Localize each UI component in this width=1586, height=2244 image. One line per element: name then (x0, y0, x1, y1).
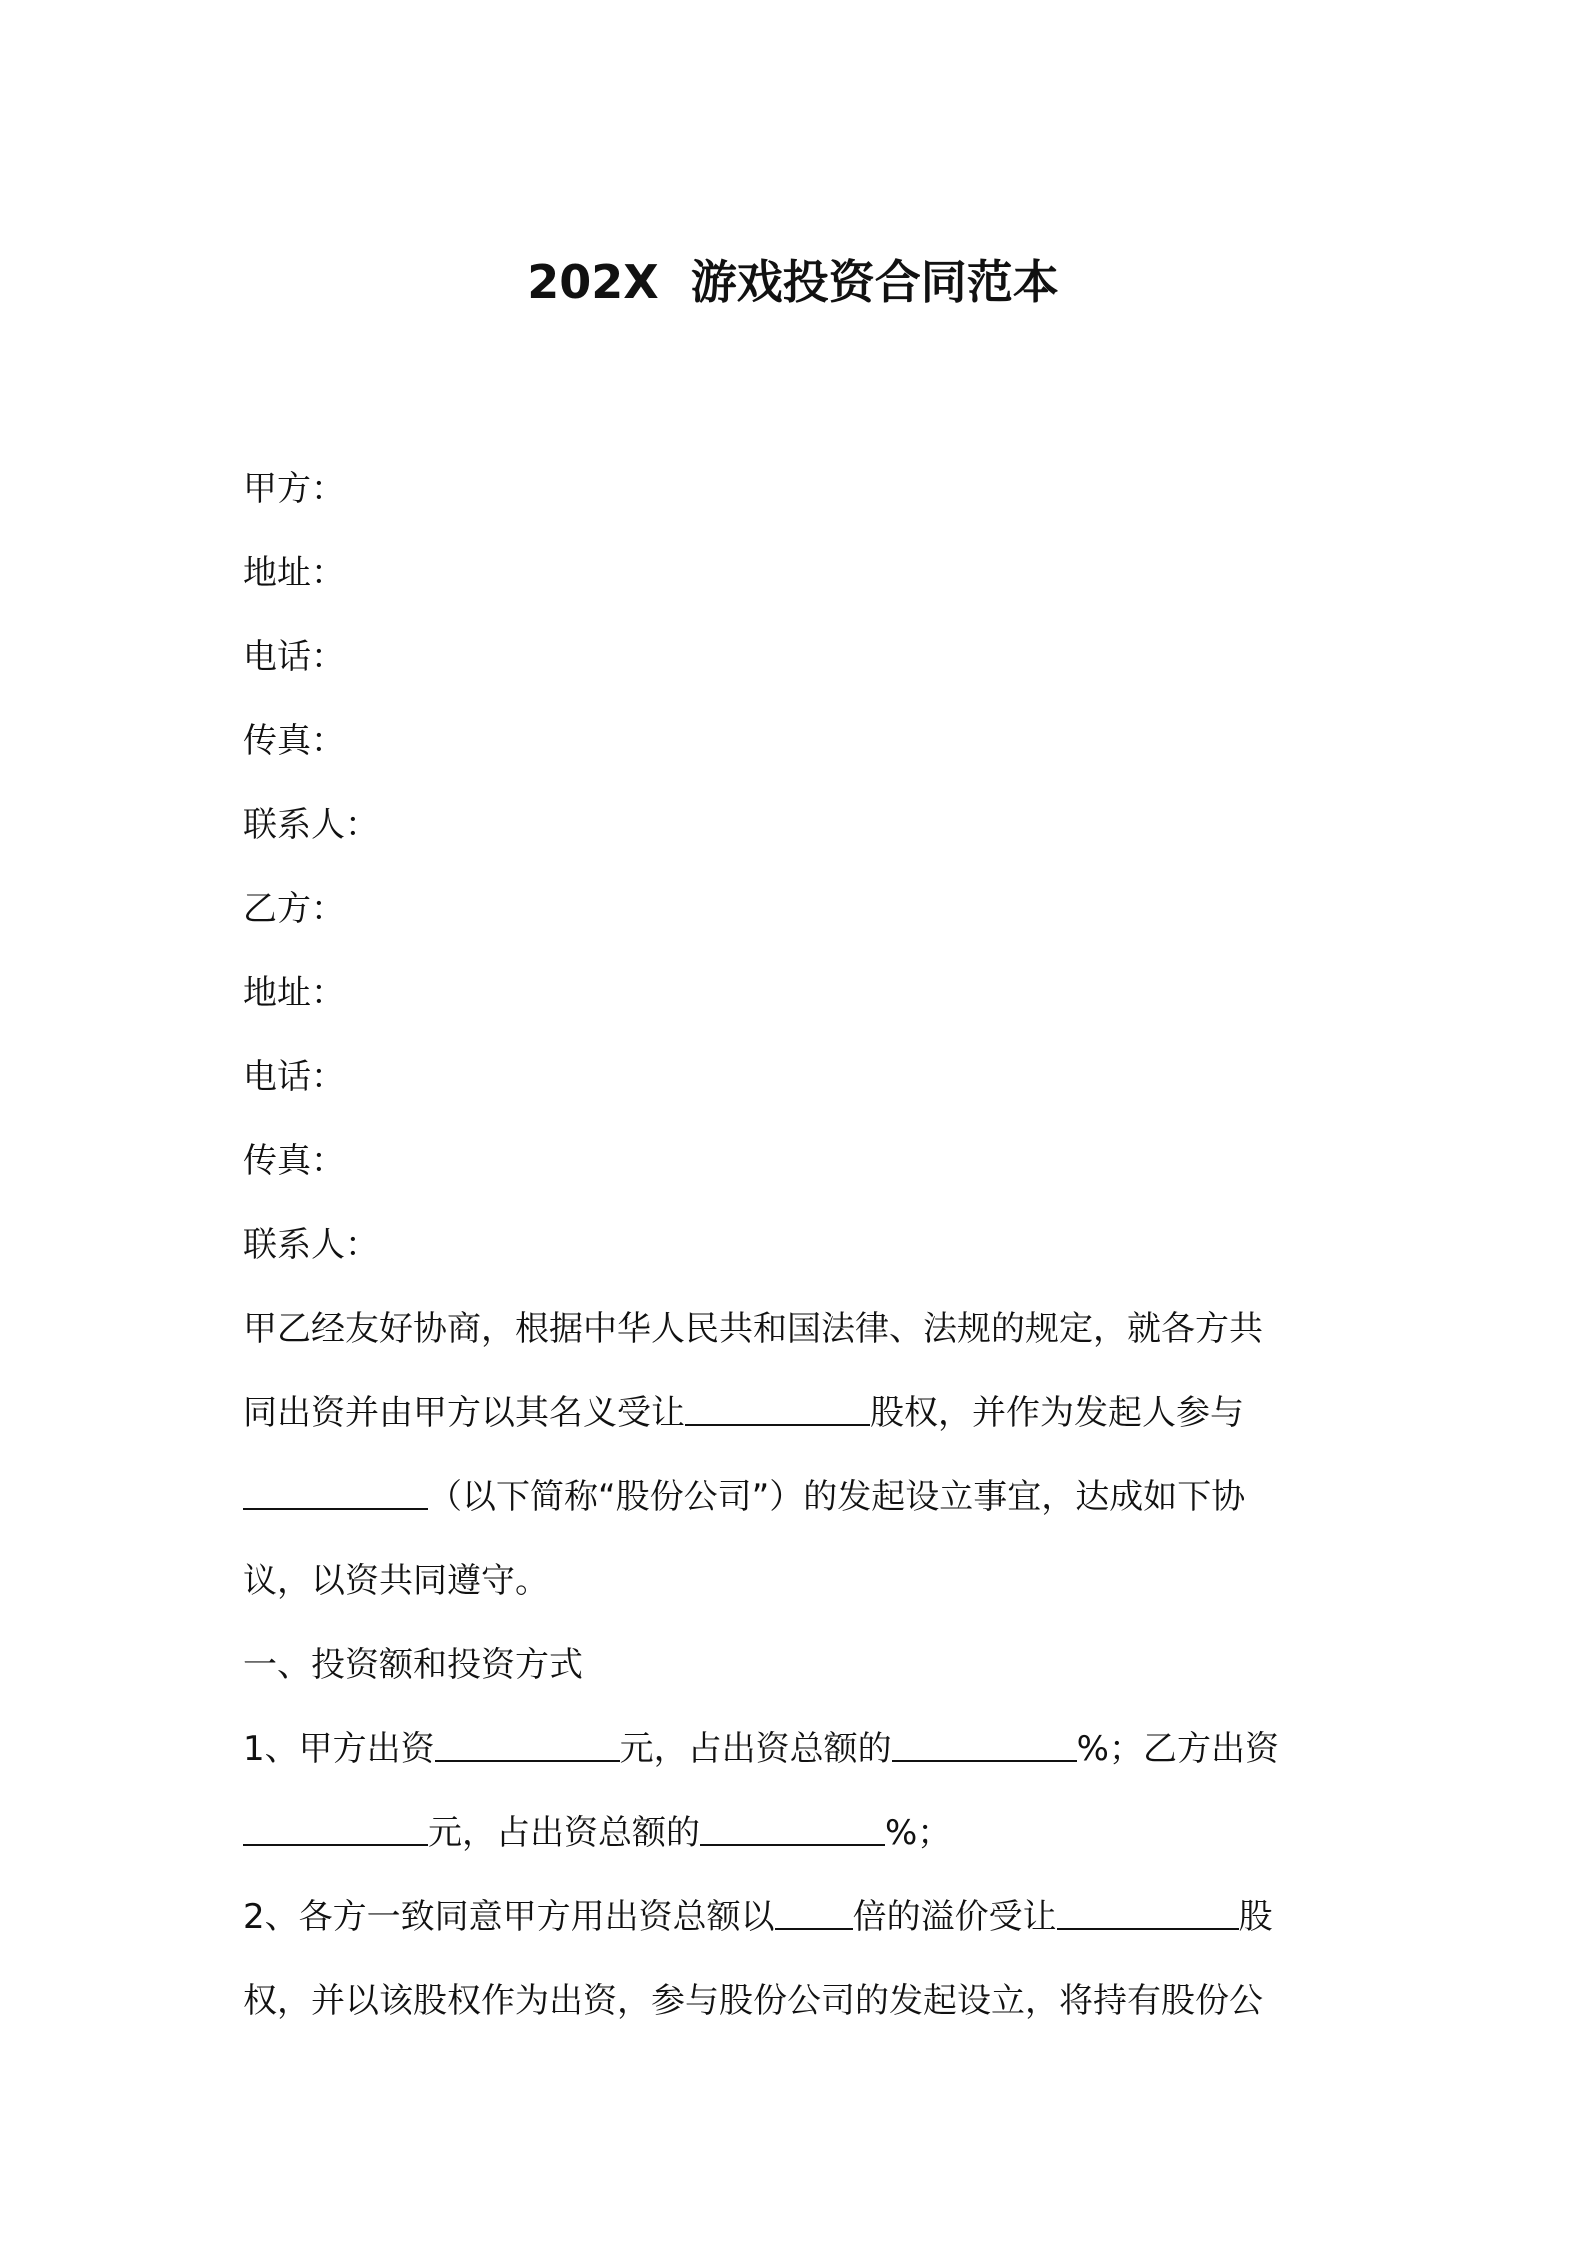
item-2-line-2: 权，并以该股权作为出资，参与股份公司的发起设立，将持有股份公 (243, 1981, 1263, 2021)
party-b-address: 地址： (243, 973, 345, 1013)
contract-body (243, 447, 1363, 2043)
party-a-address: 地址： (243, 553, 345, 593)
party-a-label: 甲方： (243, 469, 345, 509)
fill-blank (685, 1384, 870, 1426)
fill-blank (892, 1720, 1077, 1762)
fill-blank (435, 1720, 620, 1762)
preamble-line-3 (243, 1455, 1363, 1539)
section-1-heading: 一、投资额和投资方式 (243, 1645, 583, 1685)
item-text: 股 (1238, 1897, 1273, 1937)
party-b-fax: 传真： (243, 1141, 345, 1181)
item-text: 元，占出资总额的 (619, 1729, 892, 1769)
document-title: 202X 游戏投资合同范本 (527, 255, 1059, 309)
preamble-line-2 (243, 1371, 1363, 1455)
item-text: 1、甲方出资 (243, 1729, 435, 1769)
item-text: 元，占出资总额的 (428, 1813, 700, 1853)
preamble-text: （以下简称“股份公司”）的发起设立事宜，达成如下协 (428, 1477, 1246, 1517)
fill-blank (243, 1804, 428, 1846)
item-1-line-1 (243, 1707, 1363, 1791)
party-b-phone: 电话： (243, 1057, 345, 1097)
fill-blank (1057, 1888, 1239, 1930)
item-2-line-1 (243, 1875, 1363, 1959)
preamble-line-1: 甲乙经友好协商，根据中华人民共和国法律、法规的规定，就各方共 (243, 1309, 1263, 1349)
party-b-label: 乙方： (243, 889, 345, 929)
preamble-line-4: 议，以资共同遵守。 (243, 1561, 549, 1601)
party-a-contact: 联系人： (243, 805, 379, 845)
preamble-text: 股权，并作为发起人参与 (870, 1393, 1244, 1433)
item-text: %； (885, 1813, 952, 1853)
item-text: 倍的溢价受让 (852, 1897, 1057, 1937)
party-a-phone: 电话： (243, 637, 345, 677)
item-1-line-2 (243, 1791, 1363, 1875)
party-a-fax: 传真： (243, 721, 345, 761)
preamble-text: 同出资并由甲方以其名义受让 (243, 1393, 685, 1433)
item-text: 2、各方一致同意甲方用出资总额以 (243, 1897, 775, 1937)
fill-blank (700, 1804, 885, 1846)
fill-blank (243, 1468, 428, 1510)
fill-blank (775, 1888, 853, 1930)
item-text: %；乙方出资 (1076, 1729, 1279, 1769)
party-b-contact: 联系人： (243, 1225, 379, 1265)
